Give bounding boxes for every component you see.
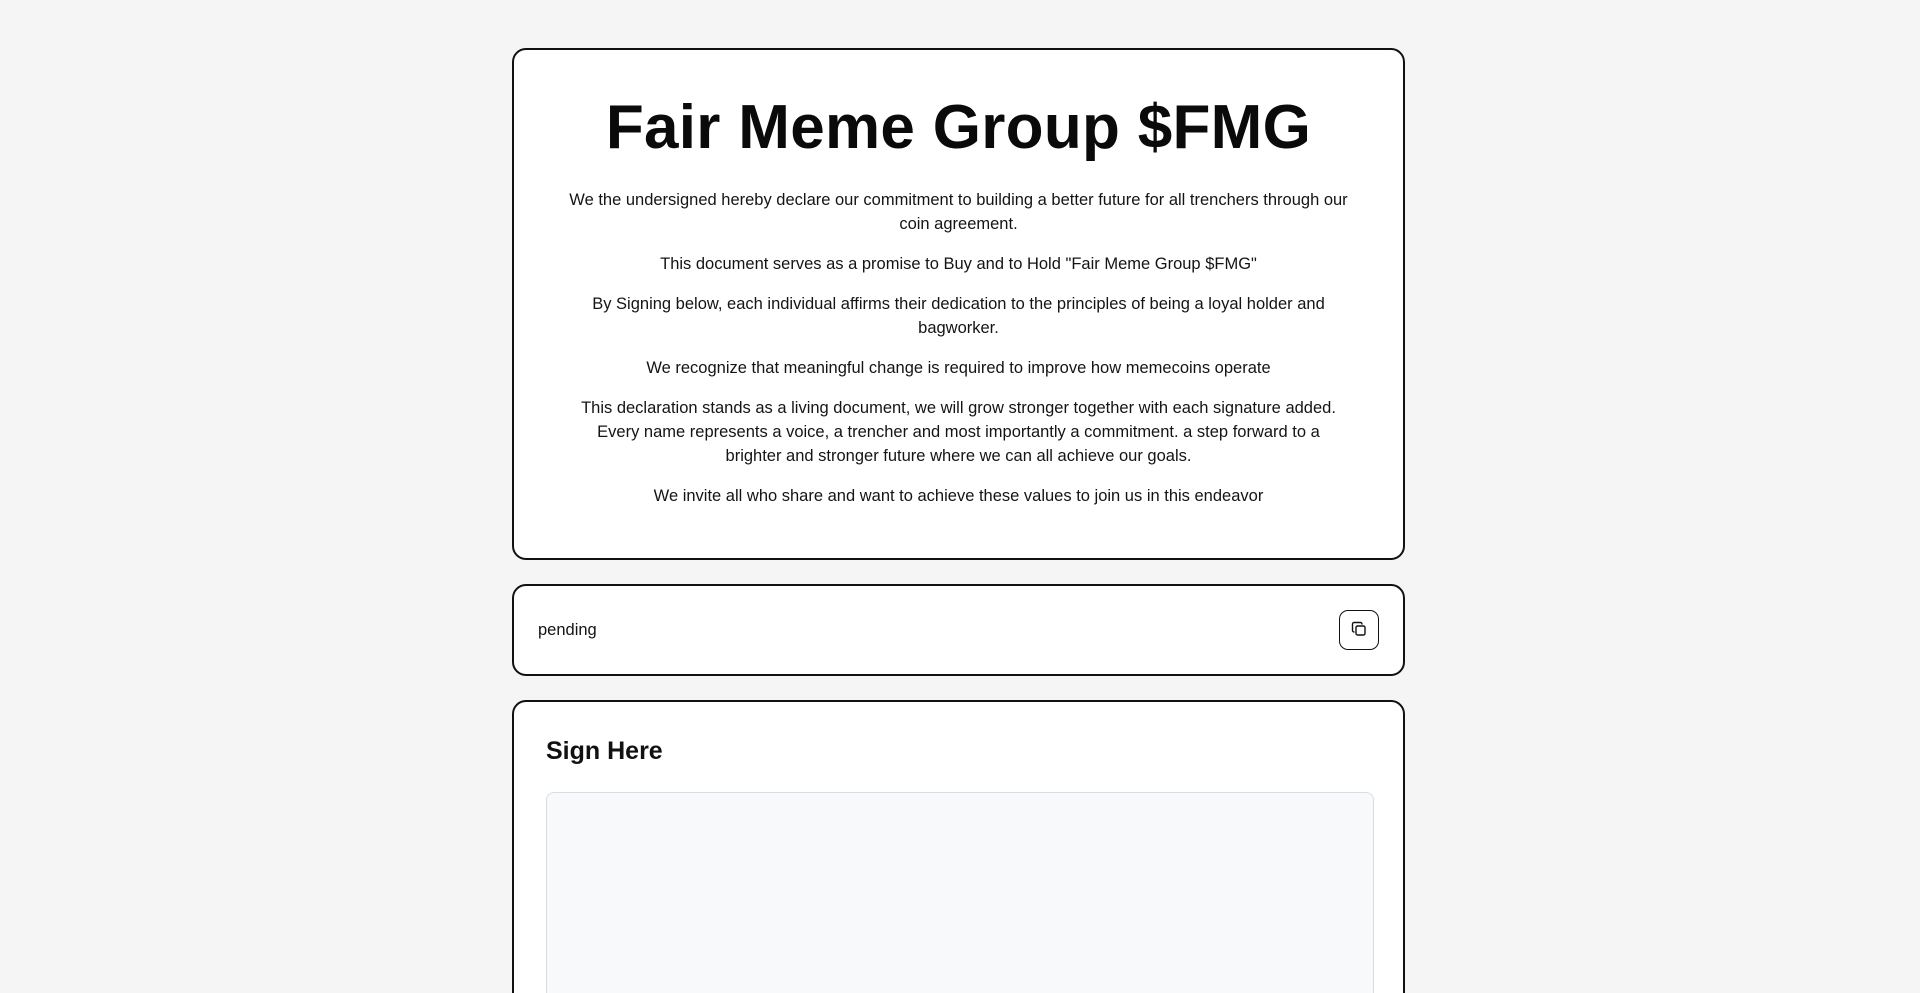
sign-title: Sign Here (546, 737, 663, 765)
declaration-paragraph-6: We invite all who share and want to achieve these values to join us in this endeavor (653, 487, 1264, 505)
copy-button[interactable] (1339, 610, 1379, 650)
declaration-paragraph-4: We recognize that meaningful change is required to improve how memecoins operate (646, 359, 1271, 377)
page-title: Fair Meme Group $FMG (605, 93, 1312, 162)
declaration-paragraph-2: This document serves as a promise to Buy and to Hold "Fair Meme Group $FMG" (660, 255, 1257, 273)
declaration-paragraph-5: This declaration stands as a living document, we will grow stronger together with each signature added. Every name represents a voice, a trencher and most importantly a commitment. a step forward to a brighter and stronger future where we can all achieve our goals. (581, 399, 1336, 465)
signature-pad[interactable] (546, 792, 1374, 993)
sign-card (512, 700, 1405, 993)
declaration-paragraph-3: By Signing below, each individual affirms their dedication to the principles of being a loyal holder and bagworker. (592, 295, 1325, 337)
copy-icon (1351, 621, 1367, 640)
contract-address-text[interactable]: pending (538, 620, 597, 639)
contract-address-card (512, 584, 1405, 676)
declaration-paragraph-1: We the undersigned hereby declare our commitment to building a better future for all trenchers through our coin agreement. (569, 191, 1348, 233)
declaration-card (512, 48, 1405, 560)
